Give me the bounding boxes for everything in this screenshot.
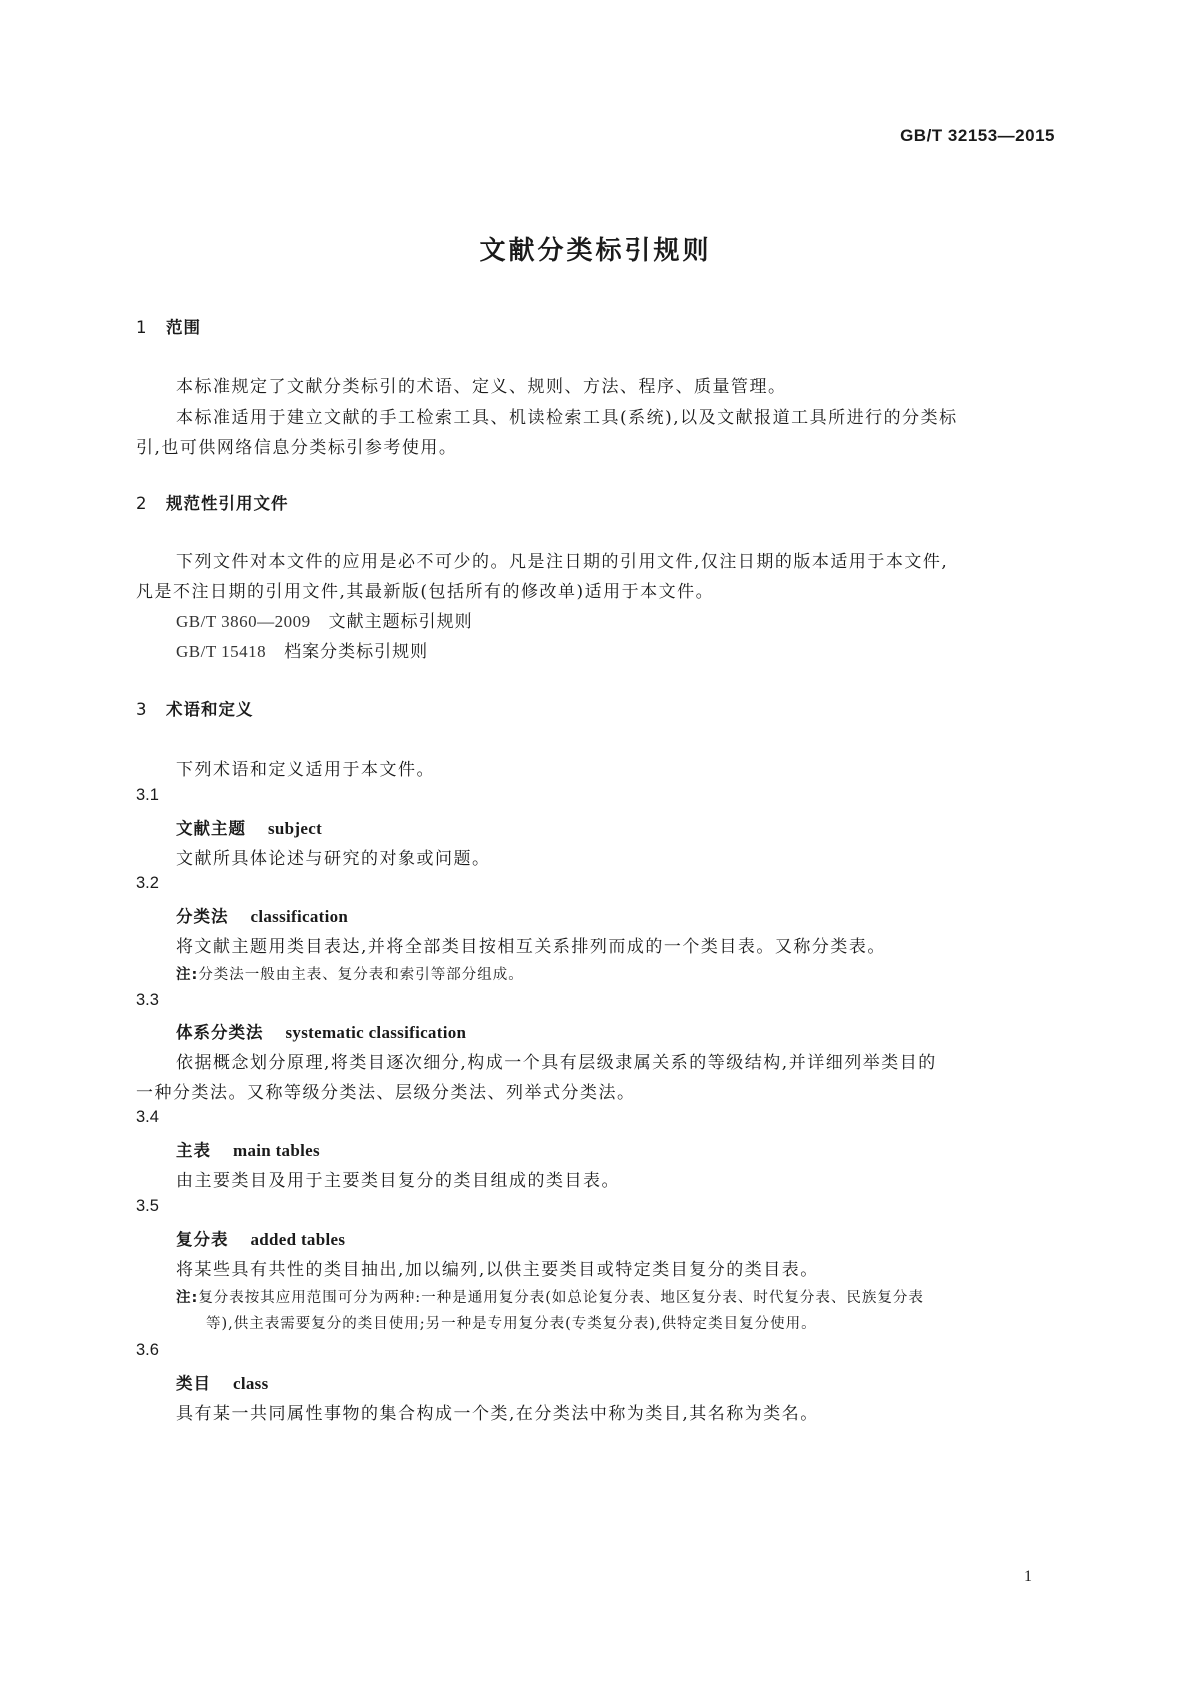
term-heading xyxy=(176,1370,269,1394)
term-definition: 将某些具有共性的类目抽出,加以编列,以供主要类目或特定类目复分的类目表。 xyxy=(176,1260,819,1280)
term-zh: 主表 xyxy=(176,1141,211,1160)
scope-paragraph-1: 本标准规定了文献分类标引的术语、定义、规则、方法、程序、质量管理。 xyxy=(176,377,787,397)
reference-code: GB/T 3860—2009 xyxy=(176,612,311,631)
term-en: classification xyxy=(250,907,349,926)
standard-number: GB/T 32153—2015 xyxy=(900,126,1055,145)
term-note xyxy=(176,963,524,984)
term-definition: 由主要类目及用于主要类目复分的类目组成的类目表。 xyxy=(176,1171,620,1191)
clause-number: 3.1 xyxy=(136,786,159,804)
term-heading xyxy=(176,1226,345,1250)
note-label: 注: xyxy=(176,1290,199,1306)
term-note-line-2: 等),供主表需要复分的类目使用;另一种是专用复分表(专类复分表),供特定类目复分使用。 xyxy=(206,1316,817,1332)
document-title: 文献分类标引规则 xyxy=(479,236,712,266)
clause-number: 3.6 xyxy=(136,1341,159,1359)
section-title: 规范性引用文件 xyxy=(166,494,289,513)
normative-reference xyxy=(176,607,473,632)
term-zh: 体系分类法 xyxy=(176,1023,264,1042)
term-definition: 将文献主题用类目表达,并将全部类目按相互关系排列而成的一个类目表。又称分类表。 xyxy=(176,937,886,957)
term-definition: 文献所具体论述与研究的对象或问题。 xyxy=(176,849,491,869)
term-en: added tables xyxy=(250,1230,346,1249)
term-zh: 文献主题 xyxy=(176,819,246,838)
term-definition-line-2: 一种分类法。又称等级分类法、层级分类法、列举式分类法。 xyxy=(136,1083,636,1103)
normative-reference xyxy=(176,637,428,662)
term-en: subject xyxy=(268,819,323,838)
clause-number: 3.4 xyxy=(136,1108,159,1126)
term-en: class xyxy=(233,1374,269,1393)
section-number: 1 xyxy=(136,318,148,337)
section-1-heading xyxy=(136,314,201,338)
term-heading xyxy=(176,1137,320,1161)
section-number: 2 xyxy=(136,494,148,513)
term-en: systematic classification xyxy=(285,1023,467,1042)
term-heading xyxy=(176,1019,466,1043)
term-zh: 复分表 xyxy=(176,1230,229,1249)
clause-number: 3.2 xyxy=(136,874,159,892)
reference-title: 档案分类标引规则 xyxy=(284,642,429,662)
terms-intro: 下列术语和定义适用于本文件。 xyxy=(176,760,435,780)
term-en: main tables xyxy=(233,1141,320,1160)
term-heading xyxy=(176,815,322,839)
reference-code: GB/T 15418 xyxy=(176,642,267,661)
section-3-heading xyxy=(136,696,254,720)
note-text: 分类法一般由主表、复分表和索引等部分组成。 xyxy=(198,967,524,983)
scope-paragraph-2-line-1: 本标准适用于建立文献的手工检索工具、机读检索工具(系统),以及文献报道工具所进行的分类标 xyxy=(176,408,958,428)
term-definition-line-1: 依据概念划分原理,将类目逐次细分,构成一个具有层级隶属关系的等级结构,并详细列举类目的 xyxy=(176,1053,937,1073)
section-2-heading xyxy=(136,490,289,514)
page-number: 1 xyxy=(1024,1568,1032,1585)
normative-paragraph-line-1: 下列文件对本文件的应用是必不可少的。凡是注日期的引用文件,仅注日期的版本适用于本文件, xyxy=(176,552,949,572)
section-title: 术语和定义 xyxy=(166,700,254,719)
section-title: 范围 xyxy=(166,318,201,337)
term-zh: 类目 xyxy=(176,1374,211,1393)
term-note-line-1 xyxy=(176,1286,924,1307)
term-heading xyxy=(176,903,348,927)
term-zh: 分类法 xyxy=(176,907,229,926)
section-number: 3 xyxy=(136,700,148,719)
reference-title: 文献主题标引规则 xyxy=(328,612,473,632)
scope-paragraph-2-line-2: 引,也可供网络信息分类标引参考使用。 xyxy=(136,438,458,458)
term-definition: 具有某一共同属性事物的集合构成一个类,在分类法中称为类目,其名称为类名。 xyxy=(176,1404,819,1424)
clause-number: 3.5 xyxy=(136,1197,159,1215)
note-text: 复分表按其应用范围可分为两种:一种是通用复分表(如总论复分表、地区复分表、时代复分表、民族复分表 xyxy=(198,1290,924,1306)
note-label: 注: xyxy=(176,967,199,983)
normative-paragraph-line-2: 凡是不注日期的引用文件,其最新版(包括所有的修改单)适用于本文件。 xyxy=(136,582,715,602)
clause-number: 3.3 xyxy=(136,991,159,1009)
